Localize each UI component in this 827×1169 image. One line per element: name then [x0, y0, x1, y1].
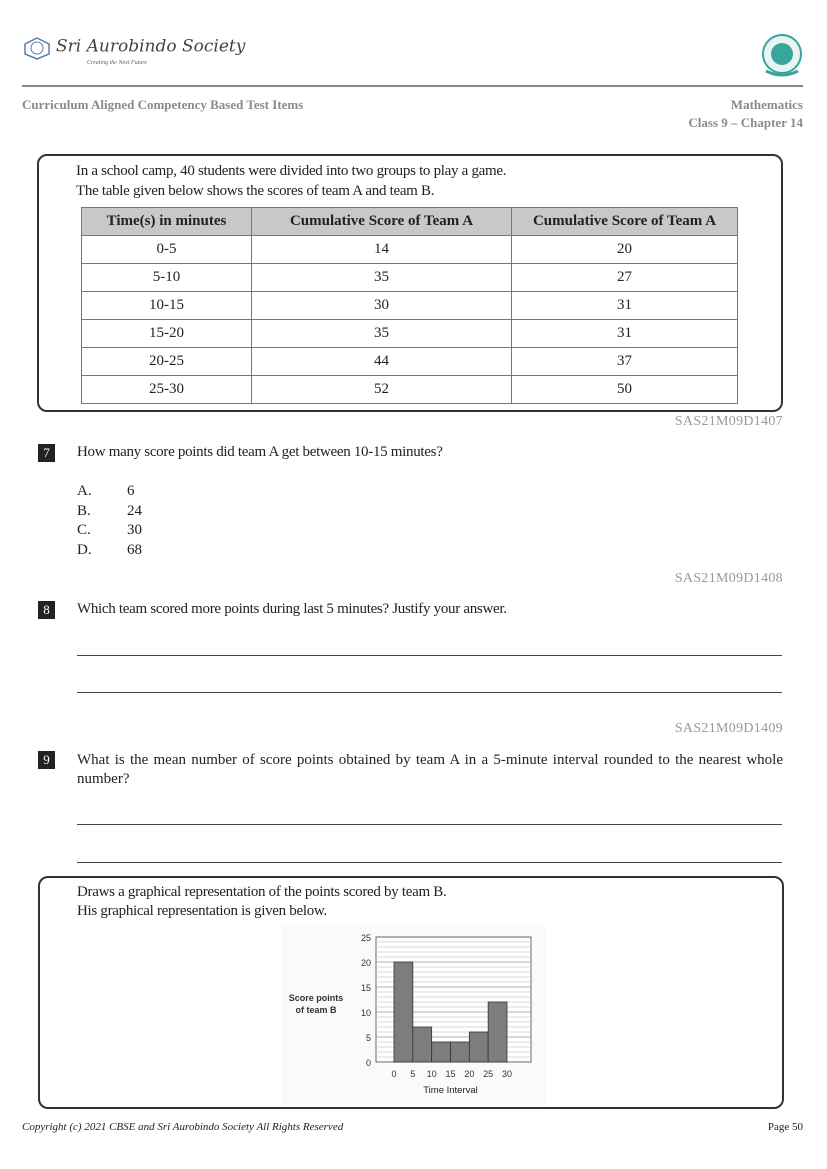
- x-tick-label: 20: [464, 1069, 475, 1079]
- y-tick-label: 25: [360, 933, 371, 943]
- passage2-line-1: Draws a graphical representation of the points scored by team B.: [77, 884, 447, 900]
- class-chapter: Class 9 – Chapter 14: [688, 115, 803, 130]
- item-code: SAS21M09D1408: [674, 571, 783, 586]
- table-row: [82, 292, 738, 320]
- table-row: [82, 320, 738, 348]
- option-value[interactable]: 6: [127, 483, 135, 499]
- table-cell: 0-5: [82, 236, 252, 264]
- x-tick-label: 5: [410, 1069, 416, 1079]
- col-header: Cumulative Score of Team A: [512, 208, 738, 236]
- table-cell: 44: [252, 348, 512, 376]
- answer-line[interactable]: [77, 655, 782, 656]
- table-cell: 50: [512, 376, 738, 404]
- y-tick-label: 10: [360, 1008, 371, 1018]
- item-code: SAS21M09D1409: [674, 721, 783, 736]
- table-cell: 52: [252, 376, 512, 404]
- y-tick-label: 0: [365, 1058, 371, 1068]
- table-cell: 14: [252, 236, 512, 264]
- x-tick-label: 30: [501, 1069, 513, 1079]
- table-cell: 35: [252, 264, 512, 292]
- table-cell: 31: [512, 320, 738, 348]
- table-cell: 35: [252, 320, 512, 348]
- histogram-bar: [432, 1042, 451, 1062]
- histogram-bar: [413, 1027, 432, 1062]
- table-cell: 15-20: [82, 320, 252, 348]
- x-tick-label: 15: [445, 1069, 456, 1079]
- col-header: Cumulative Score of Team A: [252, 208, 512, 236]
- col-header: Time(s) in minutes: [82, 208, 252, 236]
- x-axis-label: Time Interval: [423, 1085, 478, 1096]
- question-text: How many score points did team A get between 10-15 minutes?: [77, 444, 443, 460]
- option-letter: A.: [77, 483, 92, 499]
- question-number: 7: [38, 444, 55, 462]
- answer-line[interactable]: [77, 824, 782, 825]
- option-letter: D.: [77, 542, 92, 558]
- table-cell: 27: [512, 264, 738, 292]
- sas-logo: [22, 36, 245, 66]
- table-cell: 5-10: [82, 264, 252, 292]
- subject: Mathematics: [730, 97, 803, 112]
- y-axis-label: of team B: [295, 1005, 337, 1015]
- y-tick-label: 15: [360, 983, 371, 993]
- item-code: SAS21M09D1407: [674, 414, 783, 429]
- table-cell: 25-30: [82, 376, 252, 404]
- page-number: Page 50: [767, 1121, 803, 1133]
- answer-line[interactable]: [77, 692, 782, 693]
- question-text: Which team scored more points during last 5 minutes? Justify your answer.: [77, 601, 507, 617]
- passage2-line-2: His graphical representation is given below.: [77, 903, 327, 919]
- curriculum-title: Curriculum Aligned Competency Based Test Items: [22, 97, 304, 112]
- table-header-row: [82, 208, 738, 236]
- table-row: [82, 264, 738, 292]
- subject-label: [688, 97, 803, 131]
- histogram-bar: [488, 1002, 507, 1062]
- y-tick-label: 5: [365, 1033, 371, 1043]
- option-letter: C.: [77, 522, 91, 538]
- histogram-bar: [394, 962, 413, 1062]
- answer-line[interactable]: [77, 862, 782, 863]
- question-number: 9: [38, 751, 55, 769]
- table-cell: 20: [512, 236, 738, 264]
- table-cell: 30: [252, 292, 512, 320]
- cbse-seal: [760, 33, 804, 79]
- table-cell: 10-15: [82, 292, 252, 320]
- option-value[interactable]: 24: [127, 503, 142, 519]
- table-row: [82, 348, 738, 376]
- header-rule: [22, 85, 803, 87]
- logo-text: Sri Aurobindo Society: [56, 36, 246, 57]
- logo-tagline: Creating the Next Future: [87, 60, 148, 66]
- y-tick-label: 20: [360, 958, 371, 968]
- option-value[interactable]: 68: [127, 542, 142, 558]
- copyright: Copyright (c) 2021 CBSE and Sri Aurobindo Society All Rights Reserved: [22, 1121, 344, 1133]
- table-row: [82, 236, 738, 264]
- x-tick-label: 0: [391, 1069, 397, 1079]
- histogram-bar: [451, 1042, 470, 1062]
- x-tick-label: 10: [426, 1069, 437, 1079]
- option-value[interactable]: 30: [127, 522, 142, 538]
- y-axis-label: Score points: [288, 993, 344, 1003]
- table-cell: 20-25: [82, 348, 252, 376]
- question-text: What is the mean number of score points obtained by team A in a 5-minute interval rounded to the nearest whole number?: [77, 752, 783, 787]
- histogram-bar: [469, 1032, 488, 1062]
- scores-table: [81, 207, 738, 404]
- question-number: 8: [38, 601, 55, 619]
- table-cell: 37: [512, 348, 738, 376]
- globe-logo-icon: [22, 36, 52, 60]
- table-cell: 31: [512, 292, 738, 320]
- table-row: [82, 376, 738, 404]
- passage-line-2: The table given below shows the scores of team A and team B.: [76, 183, 435, 199]
- histogram-chart: [282, 925, 547, 1105]
- x-tick-label: 25: [483, 1069, 494, 1079]
- passage-line-1: In a school camp, 40 students were divided into two groups to play a game.: [76, 163, 507, 179]
- option-letter: B.: [77, 503, 91, 519]
